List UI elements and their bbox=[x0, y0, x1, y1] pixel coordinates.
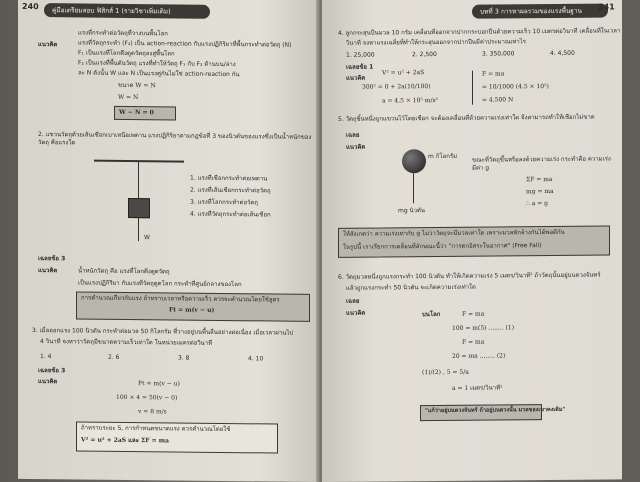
rope bbox=[138, 162, 139, 198]
q6-eq: F = ma bbox=[462, 310, 485, 318]
q6-eq: 100 = m(5) ........ (1) bbox=[452, 324, 515, 332]
q3-option: 1. 4 bbox=[40, 353, 52, 361]
q4-line: วินาที จงหาแรงเฉลี่ยที่ทำให้กระสุนออกจากปากปืนมีค่าประมาณเท่าไร bbox=[346, 38, 527, 47]
q1-line: แรงที่วัตถุกระทำ (F₂) เป็น action-reaction กับแรงปฏิกิริยาที่พื้นกระทำต่อวัตถุ (N) bbox=[78, 39, 292, 49]
q6-eq: 20 = ma ........ (2) bbox=[452, 352, 506, 360]
q1-line: F₂ เป็นแรงที่พื้นดันวัตถุ แรงที่ทำให้วัตถุ F₁ กับ F₂ ด้านบน/ล่าง bbox=[78, 59, 236, 69]
q4-eq: a = 4.5 × 10⁵ m/s² bbox=[382, 96, 438, 105]
q5-note-box bbox=[338, 225, 610, 257]
weight-label: mg นิวตัน bbox=[398, 207, 426, 215]
q2-approach-line: น้ำหนักวัตถุ คือ แรงที่โลกดึงดูดวัตถุ bbox=[78, 267, 170, 276]
q4-line: 4. ลูกกระสุนปืนมวล 10 กรัม เคลื่อนที่ออกจากปากกระบอกปืนด้วยความเร็ว 10 เมตรต่อวินาที เคลื่อนที่ในเวลา bbox=[338, 27, 621, 37]
q2-approach-line: เป็นแรงปฏิกิริยา กับแรงที่วัตถุดูดโลก กระทำที่ศูนย์กลางของโลก bbox=[78, 279, 242, 289]
q2-box-text: การคำนวณเกี่ยวกับแรง ถ้าทราบเวลาหรือความเร็ว ควรจะคำนวณโดยใช้สูตร bbox=[81, 294, 280, 304]
running-header: คู่มือเตรียมสอบ ฟิสิกส์ 1 (รายวิชาเพิ่มเติม) bbox=[44, 3, 210, 19]
right-page bbox=[322, 0, 622, 482]
q4-option: 2. 2,500 bbox=[412, 50, 437, 59]
mass-label: m กิโลกรัม bbox=[428, 152, 458, 161]
q1-line: ละ N ดังนั้น W และ N เป็นแรงคู่กันไม่ใช่ action-reaction กัน bbox=[78, 69, 240, 79]
q6-eq: a = 1 เมตร/วินาที² bbox=[452, 384, 503, 392]
q6-answer-label: เฉลย bbox=[346, 297, 360, 305]
q5-eq: ∴ a = g bbox=[526, 200, 548, 208]
eq-divider bbox=[472, 71, 473, 105]
weight-arrow bbox=[138, 217, 139, 241]
q2-question: 2. แขวนวัตถุด้วยเส้นเชือกเบาเหนือเพดาน แรงปฏิกิริยาตามกฎข้อที่ 3 ของนิวตันของแรงซึ่งเป็นน้ำหนักของวัตถุ คือแรงใด bbox=[38, 131, 312, 146]
q5-approach-label: แนวคิด bbox=[346, 143, 366, 151]
q1-boxed-answer: W − N = 0 bbox=[119, 108, 154, 117]
q1-eq: ขนาด W = N bbox=[118, 81, 156, 90]
ceiling bbox=[94, 160, 184, 163]
q2-option: 3. แรงที่โลกกระทำต่อวัตถุ bbox=[190, 198, 258, 207]
q4-option: 3. 350,000 bbox=[482, 50, 515, 58]
q4-eq: = 10/1000 (4.5 × 10⁵) bbox=[482, 83, 549, 91]
q5-eq: ΣF = ma bbox=[526, 175, 553, 184]
q3-eq: 100 × 4 = 50(v − 0) bbox=[116, 393, 178, 402]
falling-ball bbox=[402, 149, 426, 173]
q6-line: 6. วัตถุมวลหนึ่งถูกแรงกระทำ 100 นิวตัน ทำให้เกิดความเร่ง 5 เมตร/วินาที² ถ้าวัตถุนั้นอยู่บนดวงจันทร์ bbox=[338, 271, 601, 281]
q6-eq: (1)/(2) , 5 = 5/a bbox=[422, 368, 469, 377]
q2-answer-label: เฉลยข้อ 3 bbox=[38, 255, 66, 263]
q3-option: 3. 8 bbox=[178, 354, 190, 362]
q2-box-formula: Ft = m(v − u) bbox=[169, 306, 215, 314]
q5-answer-label: เฉลย bbox=[346, 131, 360, 139]
q4-approach-label: แนวคิด bbox=[346, 74, 366, 82]
q3-box-line2: V² = u² + 2aS และ ΣF = ma bbox=[81, 436, 169, 445]
weight-arrow bbox=[413, 173, 414, 203]
q3-approach-label: แนวคิด bbox=[38, 378, 58, 386]
running-header: บทที่ 3 การหาผลรวมของแรงพื้นฐาน bbox=[472, 4, 608, 19]
q5-box-line: ให้สังเกตว่า ความเร่งเท่ากับ g ไม่ว่าวัตถุจะมีมวลเท่าใด เพราะมวลหักล้างกันได้พอดีกัน bbox=[343, 228, 565, 238]
q4-eq: V² = u² + 2aS bbox=[382, 69, 425, 77]
q4-answer-label: เฉลยข้อ 1 bbox=[346, 63, 374, 71]
q5-eq: mg = ma bbox=[526, 187, 554, 196]
q3-formula-box bbox=[76, 421, 278, 453]
q1-line: F₁ เป็นแรงที่โลกดึงดูดวัตถุลงสู่พื้นโลก bbox=[78, 49, 175, 58]
hanging-block bbox=[128, 198, 150, 218]
page-number: 240 bbox=[22, 1, 39, 12]
q3-line: 4 วินาที จงหาว่าวัตถุมีขนาดความเร็วเท่าใด ในหน่วยเมตรต่อวินาที bbox=[40, 338, 213, 347]
q2-option: 1. แรงที่เชือกกระทำต่อเพดาน bbox=[190, 174, 268, 183]
q6-place-label: บนโลก bbox=[422, 310, 441, 319]
q4-option: 4. 4,500 bbox=[550, 49, 575, 58]
q3-eq: v = 8 m/s bbox=[138, 408, 167, 416]
q6-approach-label: แนวคิด bbox=[346, 309, 366, 317]
q4-eq: 300² = 0 + 2a(10/100) bbox=[362, 83, 431, 91]
q6-eq: F = ma bbox=[462, 338, 485, 346]
q6-line: แล้วถูกแรงกระทำ 50 นิวตัน จะเกิดความเร่งเท่าใด bbox=[346, 283, 476, 292]
q6-note-box bbox=[420, 404, 566, 421]
q5-question: 5. วัตถุชิ้นหนึ่งถูกแขวนไว้โดยเชือก จะต้องเคลื่อนที่ด้วยความเร่งเท่าใด จึงสามารถทำให้เชือกไม่ขาด bbox=[338, 113, 595, 123]
q2-option: 2. แรงที่เส้นเชือกกระทำต่อวัตถุ bbox=[190, 186, 271, 195]
q3-option: 4. 10 bbox=[248, 355, 264, 363]
q1-eq: W = N bbox=[118, 93, 139, 102]
weight-label: W bbox=[144, 234, 150, 242]
q5-eq-intro: ขณะที่วัตถุขึ้นหรือลงด้วยความเร่ง กระทำคือ ความเร่งมีค่า g bbox=[472, 155, 611, 172]
q3-eq: Ft = m(v − u) bbox=[138, 380, 180, 388]
q2-option: 4. แรงที่วัตถุกระทำต่อเส้นเชือก bbox=[190, 210, 271, 219]
q4-eq: = 4,500 N bbox=[482, 96, 514, 104]
q3-box-line1: ถ้าทราบระยะ S, การกำหนดขนาดแรง ควรคำนวณโดยใช้ bbox=[81, 424, 231, 434]
q2-formula-box bbox=[76, 291, 310, 321]
q3-line: 3. เมื่อออกแรง 100 นิวตัน กระทำต่อมวล 50 กิโลกรัม ที่วางอยู่บนพื้นลื่นอย่างต่อเนื่อง เมื่อเวลาผ่านไป bbox=[32, 326, 294, 337]
left-page bbox=[18, 0, 320, 482]
q1-answer-box bbox=[114, 106, 176, 121]
q3-answer-label: เฉลยข้อ 3 bbox=[38, 367, 66, 375]
q3-option: 2. 6 bbox=[108, 353, 120, 361]
q6-box-text: "แก้ว่าอยู่บนดวงจันทร์ ถ้าอยู่บนดวงนั้น มวลของเขาคงเดิม" bbox=[425, 406, 566, 415]
q1-line: แรงที่กระทำต่อวัตถุที่วางบนพื้นโลก bbox=[78, 29, 168, 38]
q5-box-line: ในรูปนี้ เราเรียกการเคลื่อนที่ลักษณะนี้ว่า "การตกอิสระในอากาศ" (Free Fall) bbox=[343, 242, 542, 251]
q4-eq: F = ma bbox=[482, 70, 505, 78]
q1-answer-label: แนวคิด bbox=[38, 41, 58, 49]
q2-approach-label: แนวคิด bbox=[38, 267, 58, 275]
q4-option: 1. 25,000 bbox=[346, 51, 375, 59]
page-number: 241 bbox=[598, 2, 615, 12]
